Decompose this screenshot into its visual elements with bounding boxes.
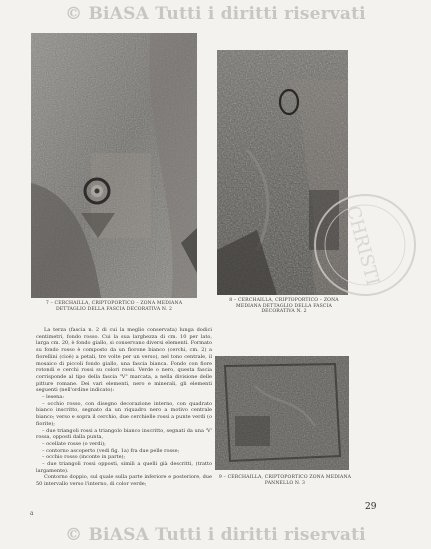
page-number: 29 — [365, 502, 377, 512]
list-item: – contorno ascoperto (vedi fig. 1a) fra due pelle rosse; — [42, 447, 180, 454]
list-item: – due triangoli rossi opposti, simili a quelli già descritti, (tratto largamente). — [36, 461, 212, 474]
stamp-text: CHRISTI — [341, 203, 384, 288]
list-item: – ocellate rosse (o verdi); — [42, 440, 106, 447]
list-item: – occhio rosso, con disegno decorazione interno, con quadrato bianco inscritto, segnato da un riquadro nero a motivo centrale bianco; verso e sopra il cerchio, due cerchielle rossi a punte verdi (o fiorite); — [36, 400, 212, 427]
figure-1-caption: 7 – CERCHAILLA, CRIPTOPORTICO – ZONA MEDIANA DETTAGLIO DELLA FASCIA DECORATIVA N. 2 — [45, 301, 183, 312]
watermark-top: © BiASA Tutti i diritti riservati — [65, 4, 366, 24]
body-paragraph-2: Contorno doppio, sul quale sulla parte inferiore e posteriore, due 50 intervallo verso l'interno, di color verde; — [36, 474, 212, 488]
body-paragraph-1: La terza (fascia n. 2 di cui la meglio conservata) lunga dodici centimetri, fondo rosso. Cui la sua larghezza di cm. 10 per lato, larga cm. 20, è fondo giallo, si conservano diversi elementi. Formato su fondo rosso è composto da un fiorone bianco (cerchi, cm. 2) a fiorellini (cioè) a petali, tre volte per un verso), nel tono centrale, il mosaico di piccoli fondo giallo, una fascia bianca. Fondo con fiore rotondi e cerchi rossi su colori rossi. Verde o nero, questa fascia corrisponde al tipo della fascia "V" marcata, a nella divisione delle pitture romane. Dei vari elementi, nero e minerali, gli elementi seguenti (nell'ordine indicato): — [36, 327, 212, 394]
figure-3-photo — [215, 356, 349, 470]
list-item: – occhio rosso (inconte in parte); — [42, 454, 126, 461]
list-item: – lesena: — [42, 394, 65, 401]
body-text-column — [36, 327, 212, 488]
figure-1-photo — [31, 33, 197, 298]
library-stamp — [305, 185, 425, 305]
figure-2-caption: 8 – CERCHAILLA, CRIPTOPORTICO – ZONA MEDIANA DETTAGLIO DELLA FASCIA DECORATIVA N. 2 — [229, 298, 339, 315]
corner-mark: a — [30, 510, 34, 517]
watermark-bottom: © BiASA Tutti i diritti riservati — [65, 525, 366, 545]
figure-3-caption: 9 – CERCHAILLA, CRIPTOPORTICO ZONA MEDIANA PANNELLO N. 3 — [218, 475, 352, 486]
list-item: – due triangoli rossi a triangolo bianco inscritto, segnati da una 'V' rossa, opposti dalla punta, — [36, 427, 212, 441]
